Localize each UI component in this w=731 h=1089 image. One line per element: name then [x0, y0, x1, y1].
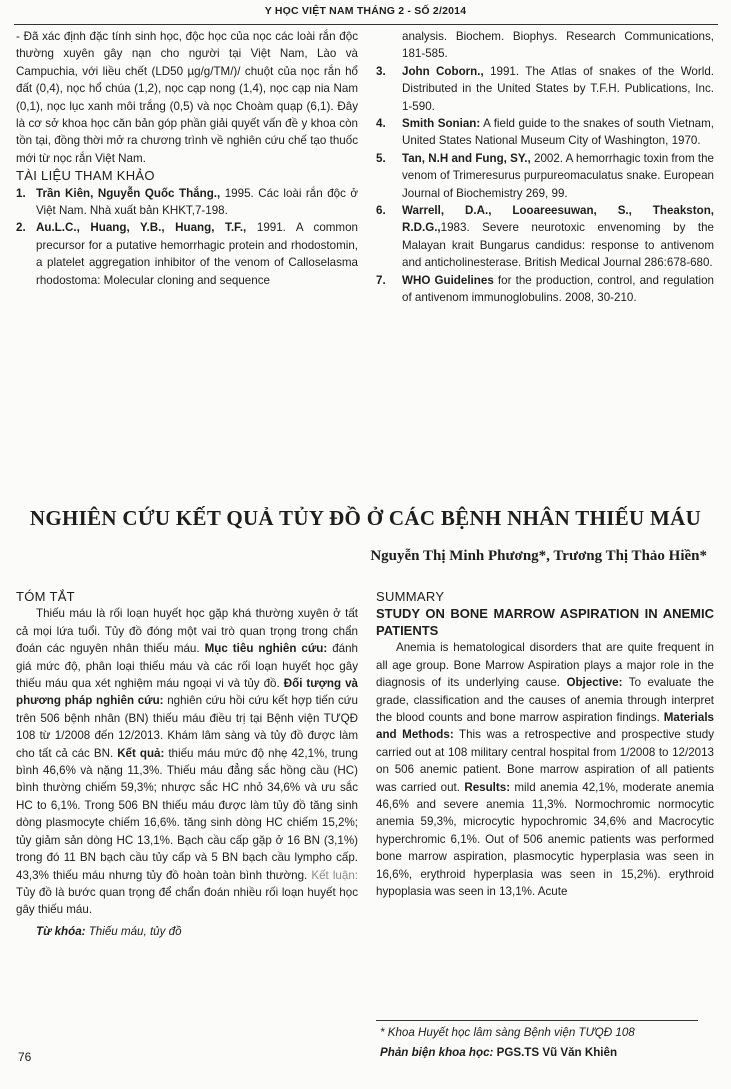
reference-continuation [376, 28, 714, 63]
header-rule [14, 24, 718, 25]
methods-label: Materials and Methods: [376, 711, 714, 742]
results-label: Kết quả: [117, 746, 165, 760]
abstract-body: Thiếu máu là rối loạn huyết học gặp khá thường xuyên ở tất cả mọi lứa tuổi. Tủy đồ đóng một vai trò quan trọng trong chẩn đoán các nguyên nhân thiếu máu. Mục tiêu nghiên cứu: đánh giá mức độ, phân loại thiếu máu và các rối loạn huyết học gây thiếu máu qua xét nghiệm máu ngoại vi và tủy đồ. Đối tượng và phương pháp nghiên cứu: nghiên cứu hồi cứu kết hợp tiến cứu trên 506 bệnh nhân (BN) thiếu máu điều trị tại Bệnh viện TƯQĐ 108 từ 1/2008 đến 12/2013. Khám lâm sàng và tủy đồ được làm cho tất cả các BN. Kết quả: thiếu máu mức độ nhẹ 42,1%, trung bình 46,6% và nặng 11,3%. Thiếu máu đẳng sắc hồng cầu (HC) bình thường chiếm 59,3%; nhược sắc HC nhỏ 34,6% và ưu sắc HC to 6,1%. Trong 506 BN thiếu máu được làm tủy đồ tăng sinh dòng plasmocyte chiếm 16,6%. tăng sinh dòng HC chiếm 15,2%; tủy giảm sản dòng HC 13,1%. Bạch cầu cấp gặp ở 16 BN (3,1%) trong đó 11 BN bạch cầu tủy cấp và 5 BN bạch cầu lympho cấp. 43,3% thiếu máu nhưng tủy đồ hoàn toàn bình thường. Kết luận: Tủy đồ là bước quan trọng để chẩn đoán nhiều rối loạn huyết học gây thiếu máu. [16, 607, 358, 917]
reference-number: 7. [376, 273, 386, 287]
reference-text [402, 115, 714, 150]
summary-title: STUDY ON BONE MARROW ASPIRATION IN ANEMIC PATIENTS [376, 606, 714, 639]
footnote-reviewer [380, 1046, 617, 1059]
abstract-vietnamese [16, 588, 358, 940]
objective-label: Objective: [566, 676, 623, 690]
page-number: 76 [18, 1050, 32, 1064]
running-header: Y HỌC VIỆT NAM THÁNG 2 - SỐ 2/2014 [264, 5, 467, 17]
article-authors: Nguyễn Thị Minh Phương*, Trương Thị Thảo Hiền* [370, 548, 707, 564]
reference-details: for the production, control, and regulation of antivenom immunoglobulins. 2008, 30-210. [402, 273, 714, 305]
methods-label: Đối tượng và phương pháp nghiên cứu: [16, 677, 358, 708]
reference-number: 4. [376, 117, 386, 131]
reference-text [36, 219, 358, 289]
footnote-affiliation: * Khoa Huyết học lâm sàng Bệnh viện TƯQĐ 108 [380, 1026, 635, 1039]
reference-item [16, 185, 358, 220]
reference-authors: Au.L.C., Huang, Y.B., Huang, T.F., [36, 221, 247, 235]
reference-details: 1991. The Atlas of snakes of the World. Distributed in the United States by T.F.H. Publications, Inc. 1-590. [402, 64, 714, 113]
results-label: Results: [464, 780, 511, 794]
reference-details: 2002. A hemorrhagic toxin from the venom of Trimeresurus purpureomaculatus snake. European Journal of Biochemistry 269, 99. [402, 151, 714, 200]
reference-authors: Tan, N.H and Fung, SY., [402, 151, 531, 165]
keywords: Từ khóa: Thiếu máu, tủy đồ [36, 924, 182, 938]
references-list-left [16, 185, 358, 289]
reference-text [402, 63, 714, 115]
reference-number: 6. [376, 204, 386, 218]
keywords-label: Từ khóa: [36, 924, 86, 938]
top-right-column [376, 28, 714, 307]
references-heading: TÀI LIỆU THAM KHẢO [16, 168, 155, 184]
references-list-right [376, 28, 714, 307]
intro-paragraph: - Đã xác định đặc tính sinh học, độc học của nọc các loài rắn độc thường xuyên gây nạn cho người tại Việt Nam, Lào và Campuchia, với liều chết (LD50 µg/g/TM/)/ chuột của nọc rắn hổ đất (0,4), nọc hổ chúa (1,2), nọc cạp nong (1,4), nọc cạp nia Nam (0,1), nọc lục xanh môi trắng (0,5) và nọc Choàm quạp (6,1). Đây là cơ sở khoa học căn bản góp phần giải quyết vấn đề y khoa còn tồn tại, đồng thời mở ra chương trình về nghiên cứu chế tạo thuốc mới từ nọc rắn Việt Nam. [16, 30, 358, 165]
reference-item [376, 202, 714, 272]
article-title: NGHIÊN CỨU KẾT QUẢ TỦY ĐỒ Ở CÁC BỆNH NHÂN THIẾU MÁU [29, 506, 702, 530]
reference-number: 2. [16, 221, 26, 235]
reference-details: 1983. Severe neurotoxic envenoming by the Malayan krait Bungarus candidus: response to antivenom and anticholinesterase. British Medical Journal 286:678-680. [402, 221, 714, 270]
reference-item [376, 150, 714, 202]
reference-details: 1991. A common precursor for a putative hemorrhagic protein and rhodostomin, a platelet aggregation inhibitor of the venom of Calloselasma rhodostoma: Molecular cloning and sequence [36, 221, 358, 287]
reference-authors: WHO Guidelines [402, 273, 494, 287]
reference-item [16, 219, 358, 289]
abstract-english [376, 588, 714, 901]
abstract-heading: TÓM TẮT [16, 589, 75, 604]
reviewer-name: PGS.TS Vũ Văn Khiên [493, 1046, 618, 1059]
top-left-column [16, 28, 358, 289]
footnote-rule [376, 1020, 698, 1021]
reference-authors: Trần Kiên, Nguyễn Quốc Thắng., [36, 186, 221, 200]
conclusion-label: Kết luận: [311, 868, 358, 882]
reference-text: analysis. Biochem. Biophys. Research Communications, 181-585. [402, 30, 714, 61]
reference-authors: John Coborn., [402, 64, 484, 78]
reference-authors: Warrell, D.A., Looareesuwan, S., Theakston, R.D.G., [402, 204, 714, 235]
reference-text [402, 150, 714, 202]
reference-number: 3. [376, 64, 386, 78]
summary-body: Anemia is hematological disorders that are quite frequent in all age group. Bone Marrow Aspiration plays a major role in the diagnosis of its underlying cause. Objective: To evaluate the grade, classification and the causes of anemia through interpret the blood counts and bone marrow aspiration findings. Materials and Methods: This was a retrospective and prospective study carried out at 108 military central hospital from 1/2008 to 12/2013 on 506 anemic patient. Bone marrow aspiration of all patients was carried out. Results: mild anemia 42,1%, moderate anemia 46,6% and severe anemia 11,3%. Normochromic normocytic anemia 59,3%, microcytic hypochromic 34,6% and Macrocytic hyperchromic 6,1%. Out of 506 anemic patients was performed bone marrow aspiration, plasmocytic hyperplasia was seen in 16,6%, erythroid hyperplasia was seen in 15,2%). erythroid hypoplasia was seen in 13,1%. Acute [376, 641, 714, 899]
summary-heading: SUMMARY [376, 589, 445, 604]
reference-details: 1995. Các loài rắn độc ở Việt Nam. Nhà xuất bản KHKT,7-198. [36, 186, 358, 218]
reviewer-label: Phản biện khoa học: [380, 1046, 494, 1059]
reference-text [402, 202, 714, 272]
reference-number: 1. [16, 186, 26, 200]
reference-item [376, 272, 714, 307]
reference-item [376, 115, 714, 150]
reference-text [36, 185, 358, 220]
objective-label: Mục tiêu nghiên cứu: [204, 642, 328, 656]
reference-authors: Smith Sonian: [402, 117, 481, 131]
reference-number: 5. [376, 151, 386, 165]
reference-details: A field guide to the snakes of south Vietnam, United States National Museum City of Washington, 1970. [402, 117, 714, 148]
reference-text [402, 272, 714, 307]
reference-item [376, 63, 714, 115]
